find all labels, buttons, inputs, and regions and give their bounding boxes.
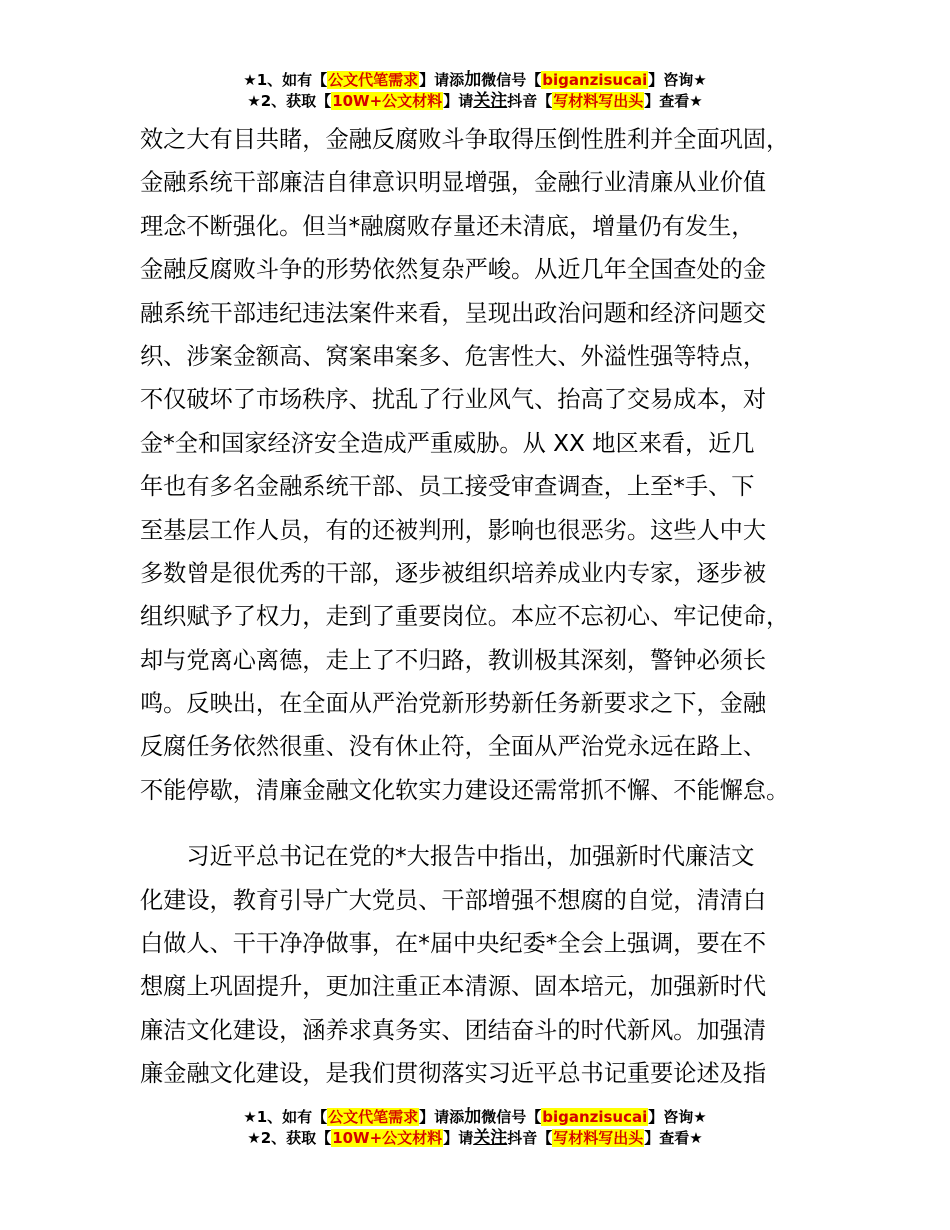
text-line: 却与党离心离德，走上了不归路，教训极其深刻，警钟必须长: [140, 646, 767, 674]
banner-text: 】请: [443, 92, 474, 110]
paragraph-2: [140, 835, 830, 1095]
text-line: 反腐任务依然很重、没有休止符，全面从严治党永远在路上、: [140, 733, 767, 761]
banner-text: 】请添: [419, 71, 465, 89]
banner-text: 关注: [473, 91, 508, 111]
banner-text: 抖音【: [507, 1129, 553, 1147]
banner-text: 微信号【: [481, 71, 542, 89]
text-line: 习近平总书记在党的*大报告中指出，加强新时代廉洁文: [140, 843, 755, 871]
text-line: 白做人、干干净净做事，在*届中央纪委*全会上强调，要在不: [140, 930, 767, 958]
text-line: 效之大有目共睹，金融反腐败斗争取得压倒性胜利并全面巩固，: [140, 126, 790, 153]
highlight-service: 公文代笔需求: [328, 71, 419, 89]
highlight-douyin: 写材料写出头: [553, 92, 644, 110]
highlight-wechat-id: biganzisucai: [542, 1108, 648, 1126]
banner-text: ★1、如有【: [243, 1108, 328, 1126]
text-line: 想腐上巩固提升，更加注重正本清源、固本培元，加强新时代: [140, 973, 767, 1001]
banner-text: 】咨询★: [648, 71, 707, 89]
banner-line-2: [0, 91, 950, 112]
banner-text: 】查看★: [644, 1129, 703, 1147]
banner-text: 关注: [473, 1128, 508, 1148]
banner-text: ★1、如有【: [243, 71, 328, 89]
banner-text: 】咨询★: [648, 1108, 707, 1126]
text-line: 理念不断强化。但当*融腐败存量还未清底，增量仍有发生，: [140, 212, 755, 240]
footer-banner: [0, 1107, 950, 1149]
document-body: [140, 118, 830, 1096]
banner-text: 】查看★: [644, 92, 703, 110]
paragraph-spacer: [140, 812, 830, 835]
banner-text: ★2、获取【: [247, 1129, 332, 1147]
text-line: 不能停歇，清廉金融文化软实力建设还需常抓不懈、不能懈怠。: [140, 776, 790, 804]
text-line: 廉洁文化建设，涵养求真务实、团结奋斗的时代新风。加强清: [140, 1016, 767, 1044]
highlight-douyin: 写材料写出头: [553, 1129, 644, 1147]
text-line: 化建设，教育引导广大党员、干部增强不想腐的自觉，清清白: [140, 886, 767, 914]
highlight-materials: 10W+公文材料: [332, 92, 443, 110]
text-line: 不仅破坏了市场秩序、扰乱了行业风气、抬高了交易成本，对: [140, 386, 767, 414]
text-line: 金融系统干部廉洁自律意识明显增强，金融行业清廉从业价值: [140, 169, 767, 197]
banner-text: 】请添: [419, 1108, 465, 1126]
highlight-wechat-id: biganzisucai: [542, 71, 648, 89]
banner-text: 加: [464, 70, 482, 90]
text-line: 融系统干部违纪违法案件来看，呈现出政治问题和经济问题交: [140, 299, 767, 327]
banner-text: 加: [464, 1107, 482, 1127]
text-line: 金*全和国家经济安全造成严重威胁。从 XX 地区来看，近几: [140, 429, 755, 457]
text-line: 廉金融文化建设，是我们贯彻落实习近平总书记重要论述及指: [140, 1060, 767, 1088]
text-line: 年也有多名金融系统干部、员工接受审查调查，上至*手、下: [140, 473, 755, 501]
header-banner: [0, 70, 950, 112]
highlight-materials: 10W+公文材料: [332, 1129, 443, 1147]
paragraph-1: [140, 118, 830, 812]
highlight-service: 公文代笔需求: [328, 1108, 419, 1126]
text-line: 织、涉案金额高、窝案串案多、危害性大、外溢性强等特点，: [140, 342, 767, 370]
banner-line-1: [0, 1107, 950, 1128]
text-line: 多数曾是很优秀的干部，逐步被组织培养成业内专家，逐步被: [140, 559, 767, 587]
banner-text: 微信号【: [481, 1108, 542, 1126]
text-line: 至基层工作人员，有的还被判刑，影响也很恶劣。这些人中大: [140, 516, 767, 544]
banner-text: ★2、获取【: [247, 92, 332, 110]
text-line: 组织赋予了权力，走到了重要岗位。本应不忘初心、牢记使命，: [140, 603, 790, 631]
text-line: 金融反腐败斗争的形势依然复杂严峻。从近几年全国查处的金: [140, 256, 767, 284]
banner-line-1: [0, 70, 950, 91]
text-line: 鸣。反映出，在全面从严治党新形势新任务新要求之下，金融: [140, 690, 767, 718]
banner-text: 】请: [443, 1129, 474, 1147]
banner-line-2: [0, 1128, 950, 1149]
banner-text: 抖音【: [507, 92, 553, 110]
